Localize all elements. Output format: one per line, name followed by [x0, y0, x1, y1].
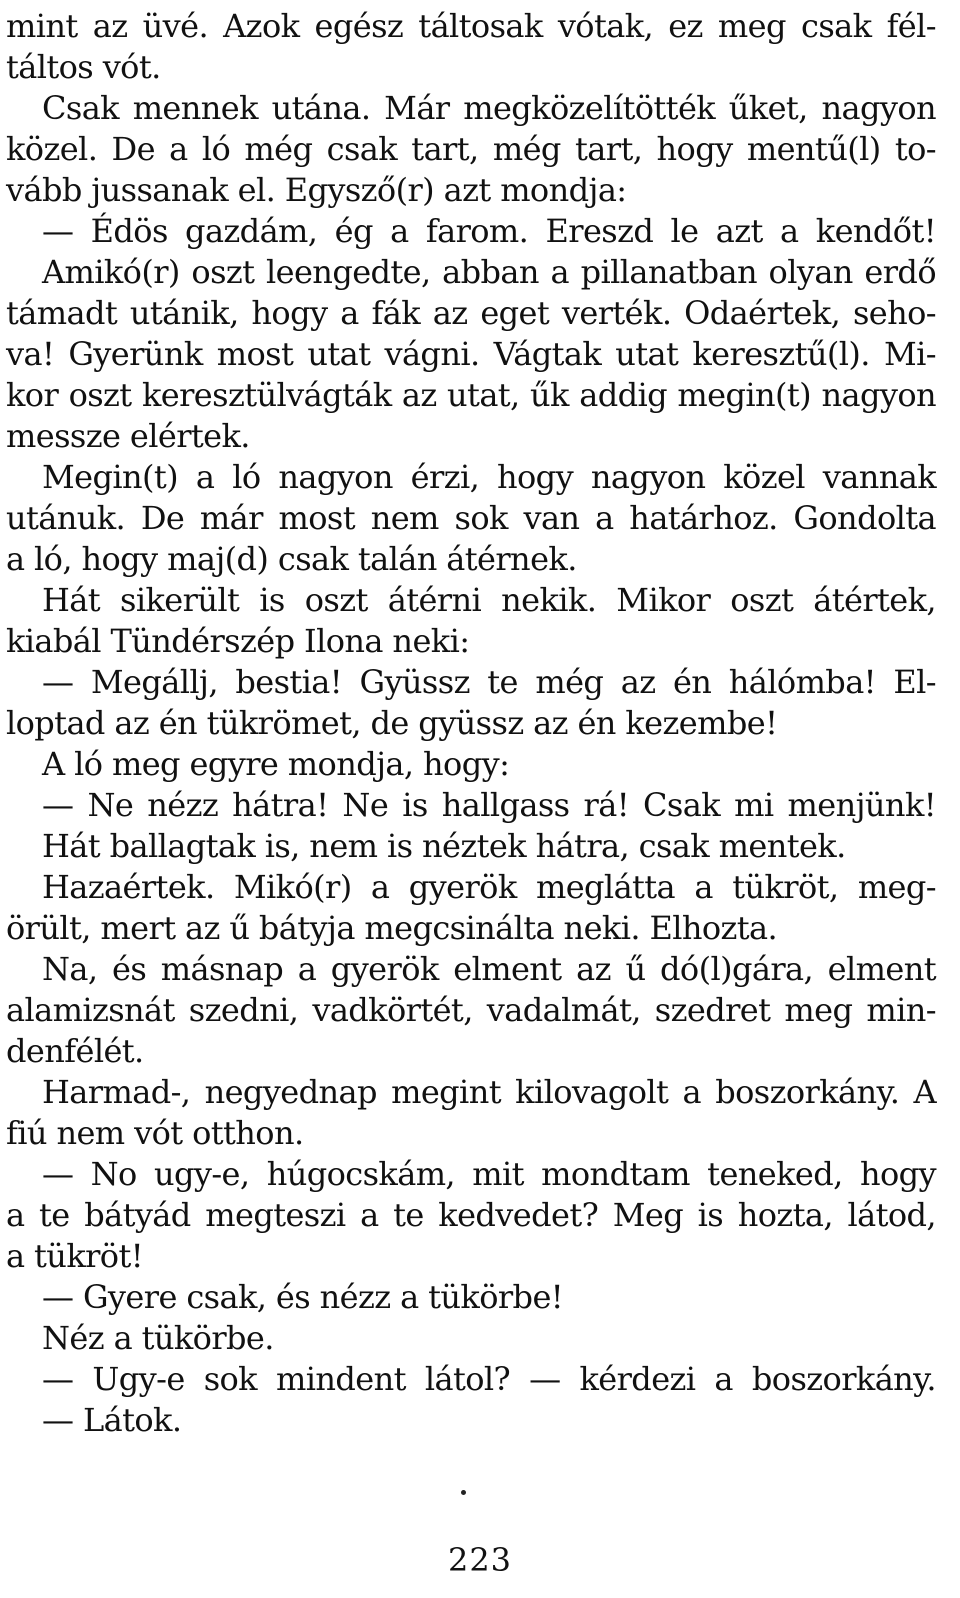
text-line: kor oszt keresztülvágták az utat, űk addig megin(t) nagyon	[6, 376, 936, 414]
text-line: Hát ballagtak is, nem is néztek hátra, csak mentek.	[42, 827, 846, 865]
text-line: — Megállj, bestia! Gyüssz te még az én hálómba! El-	[42, 663, 936, 701]
text-line: messze elértek.	[6, 417, 250, 455]
text-line: denfélét.	[6, 1032, 144, 1070]
text-line: a ló, hogy maj(d) csak talán átérnek.	[6, 540, 577, 578]
text-line: Csak mennek utána. Már megközelítötték űket, nagyon	[42, 89, 936, 127]
text-line: a te bátyád megteszi a te kedvedet? Meg is hozta, látod,	[6, 1196, 936, 1234]
page-number: 223	[447, 1541, 513, 1579]
text-line: közel. De a ló még csak tart, még tart, hogy mentű(l) to-	[6, 130, 936, 168]
text-line: Harmad-, negyednap megint kilovagolt a boszorkány. A	[42, 1073, 936, 1111]
text-line: — Látok.	[42, 1401, 182, 1439]
text-line: utánuk. De már most nem sok van a határhoz. Gondolta	[6, 499, 936, 537]
text-line: — Ne nézz hátra! Ne is hallgass rá! Csak mi menjünk!	[42, 786, 936, 824]
text-line: kiabál Tündérszép Ilona neki:	[6, 622, 470, 660]
text-line: Néz a tükörbe.	[42, 1319, 274, 1357]
text-line: támadt utánik, hogy a fák az eget verték. Odaértek, seho-	[6, 294, 936, 332]
text-line: Amikó(r) oszt leengedte, abban a pillanatban olyan erdő	[42, 253, 936, 291]
text-line: Hát sikerült is oszt átérni nekik. Mikor oszt átértek,	[42, 581, 936, 619]
text-line: táltos vót.	[6, 48, 161, 86]
text-line: Hazaértek. Mikó(r) a gyerök meglátta a tükröt, meg-	[42, 868, 936, 906]
text-line: vább jussanak el. Egysző(r) azt mondja:	[6, 171, 627, 209]
text-line: alamizsnát szedni, vadkörtét, vadalmát, szedret meg min-	[6, 991, 936, 1029]
text-line: — Édös gazdám, ég a farom. Ereszd le azt a kendőt!	[42, 212, 936, 250]
text-line: Na, és másnap a gyerök elment az ű dó(l)gára, elment	[42, 950, 936, 988]
text-line: — Ugy-e sok mindent látol? — kérdezi a boszorkány.	[42, 1360, 936, 1398]
text-line: mint az üvé. Azok egész táltosak vótak, ez meg csak fél-	[6, 7, 936, 45]
ornament-dot	[461, 1490, 466, 1495]
text-line: — Gyere csak, és nézz a tükörbe!	[42, 1278, 564, 1316]
text-line: loptad az én tükrömet, de gyüssz az én kezembe!	[6, 704, 778, 742]
text-line: Megin(t) a ló nagyon érzi, hogy nagyon közel vannak	[42, 458, 936, 496]
text-line: fiú nem vót otthon.	[6, 1114, 304, 1152]
text-line: a tükröt!	[6, 1237, 143, 1275]
text-line: — No ugy-e, húgocskám, mit mondtam teneked, hogy	[42, 1155, 936, 1193]
text-line: A ló meg egyre mondja, hogy:	[42, 745, 510, 783]
text-line: va! Gyerünk most utat vágni. Vágtak utat keresztű(l). Mi-	[6, 335, 936, 373]
text-line: örült, mert az ű bátyja megcsinálta neki. Elhozta.	[6, 909, 778, 947]
